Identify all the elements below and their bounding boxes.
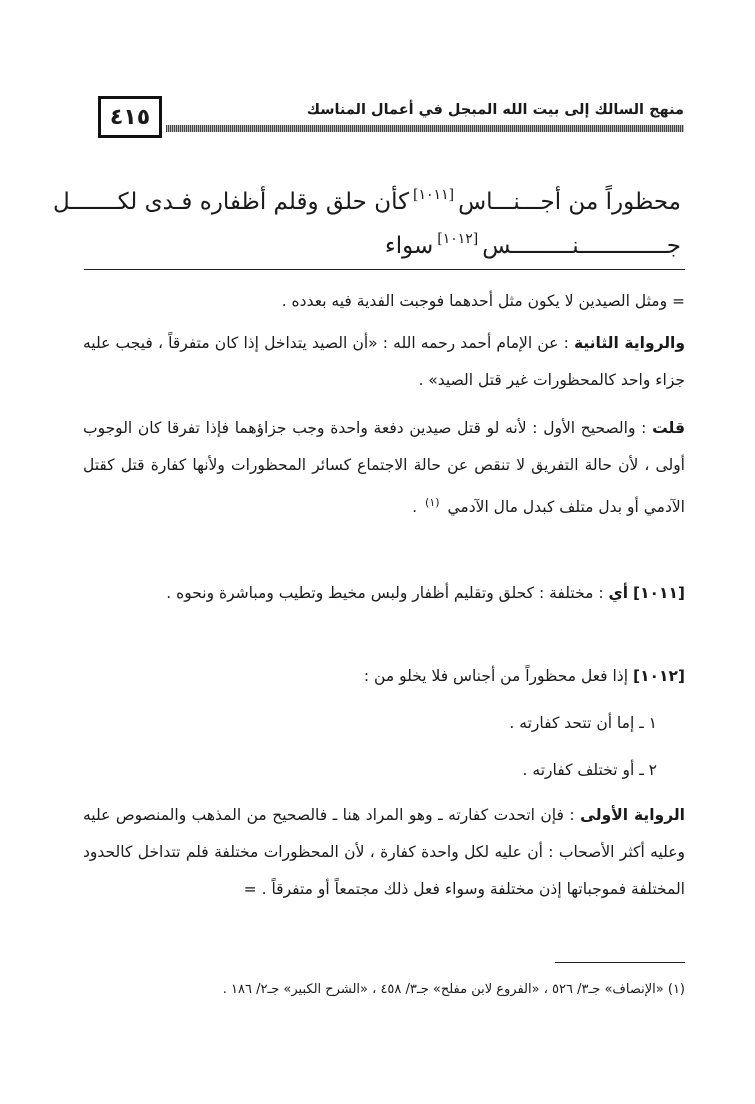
paragraph-label: الرواية الأولى — [580, 806, 685, 824]
commentary-paragraph — [83, 658, 685, 695]
running-title: منهج السالك إلى بيت الله المبجل في أعمال المناسك — [306, 102, 684, 118]
verse-ref: [١٠١٢] — [437, 231, 479, 247]
footnote-rule — [555, 962, 685, 963]
list-item — [83, 752, 685, 789]
paragraph-text: : والصحيح الأول : لأنه لو قتل صيدين دفعة واحدة وجب جزاؤهما فإذا تفرقا كان الوجوب أولى ، لأن حالة التفريق لا تنقص عن حالة الاجتماع كسائر المحظورات ولأنها كفارة قتل كقتل الآدمي أو بدل متلف كبدل مال الآدمي — [83, 419, 685, 516]
commentary-paragraph — [83, 283, 685, 320]
list-item — [83, 705, 685, 742]
footnote-marker: (١) — [425, 496, 440, 509]
commentary-paragraph — [83, 797, 685, 908]
paragraph-text: إذا فعل محظوراً من أجناس فلا يخلو من : — [363, 667, 629, 685]
page-header — [96, 94, 684, 140]
list-item-text: ١ ـ إما أن تتحد كفارته . — [509, 714, 657, 732]
verse-ref: [١٠١١] — [413, 187, 455, 203]
footnote: (١) «الإنصاف» جـ٣/ ٥٢٦ ، «الفروع لابن مفلح» جـ٣/ ٤٥٨ ، «الشرح الكبير» جـ٢/ ١٨٦ . — [222, 982, 685, 997]
paragraph-text: : مختلفة : كحلق وتقليم أظفار ولبس مخيط وتطيب ومباشرة ونحوه . — [166, 584, 604, 602]
commentary-paragraph — [83, 575, 685, 612]
main-text-rule — [84, 269, 685, 270]
commentary-paragraph — [83, 410, 685, 526]
paragraph-text: = ومثل الصيدين لا يكون مثل أحدهما فوجبت الفدية فيه بعدده . — [281, 292, 685, 310]
continuation-mark: = — [243, 880, 257, 898]
paragraph-ref: [١٠١١] — [632, 584, 685, 602]
list-item-text: ٢ ـ أو تختلف كفارته . — [522, 761, 657, 779]
header-rule — [166, 125, 684, 132]
page-number: ٤١٥ — [98, 96, 162, 138]
paragraph-label: قلت — [652, 419, 685, 437]
verse-text: كأن حلق وقلم أظفاره فـدى لكـــــــل — [53, 189, 410, 215]
paragraph-text: : فإن اتحدت كفارته ـ وهو المراد هنا ـ فالصحيح من المذهب والمنصوص عليه وعليه أكثر الأصحاب : أن عليه لكل واحدة كفارة ، لأن المحظورات مختلفة فلم تتداخل كالحدود المختلفة فموجباتها إذن مختلفة وسواء فعل ذلك مجتمعاً أو متفرقاً . — [83, 806, 685, 898]
paragraph-label: والرواية الثانية — [573, 334, 685, 352]
verse-line — [53, 187, 681, 215]
paragraph-end: . — [412, 498, 418, 516]
verse-line — [88, 232, 681, 258]
paragraph-ref: [١٠١٢] — [632, 667, 685, 685]
paragraph-label: أي — [608, 584, 629, 602]
verse-text: جـــــــــــــنـــــــــس — [482, 233, 681, 259]
verse-text: سواء — [384, 233, 434, 259]
verse-text: محظوراً من أجـــنـــاس — [458, 189, 681, 215]
paragraph-text: : عن الإمام أحمد رحمه الله : «أن الصيد يتداخل إذا كان متفرقاً ، فيجب عليه جزاء واحد كالمحظورات غير قتل الصيد» . — [83, 334, 685, 389]
commentary-paragraph — [83, 325, 685, 399]
